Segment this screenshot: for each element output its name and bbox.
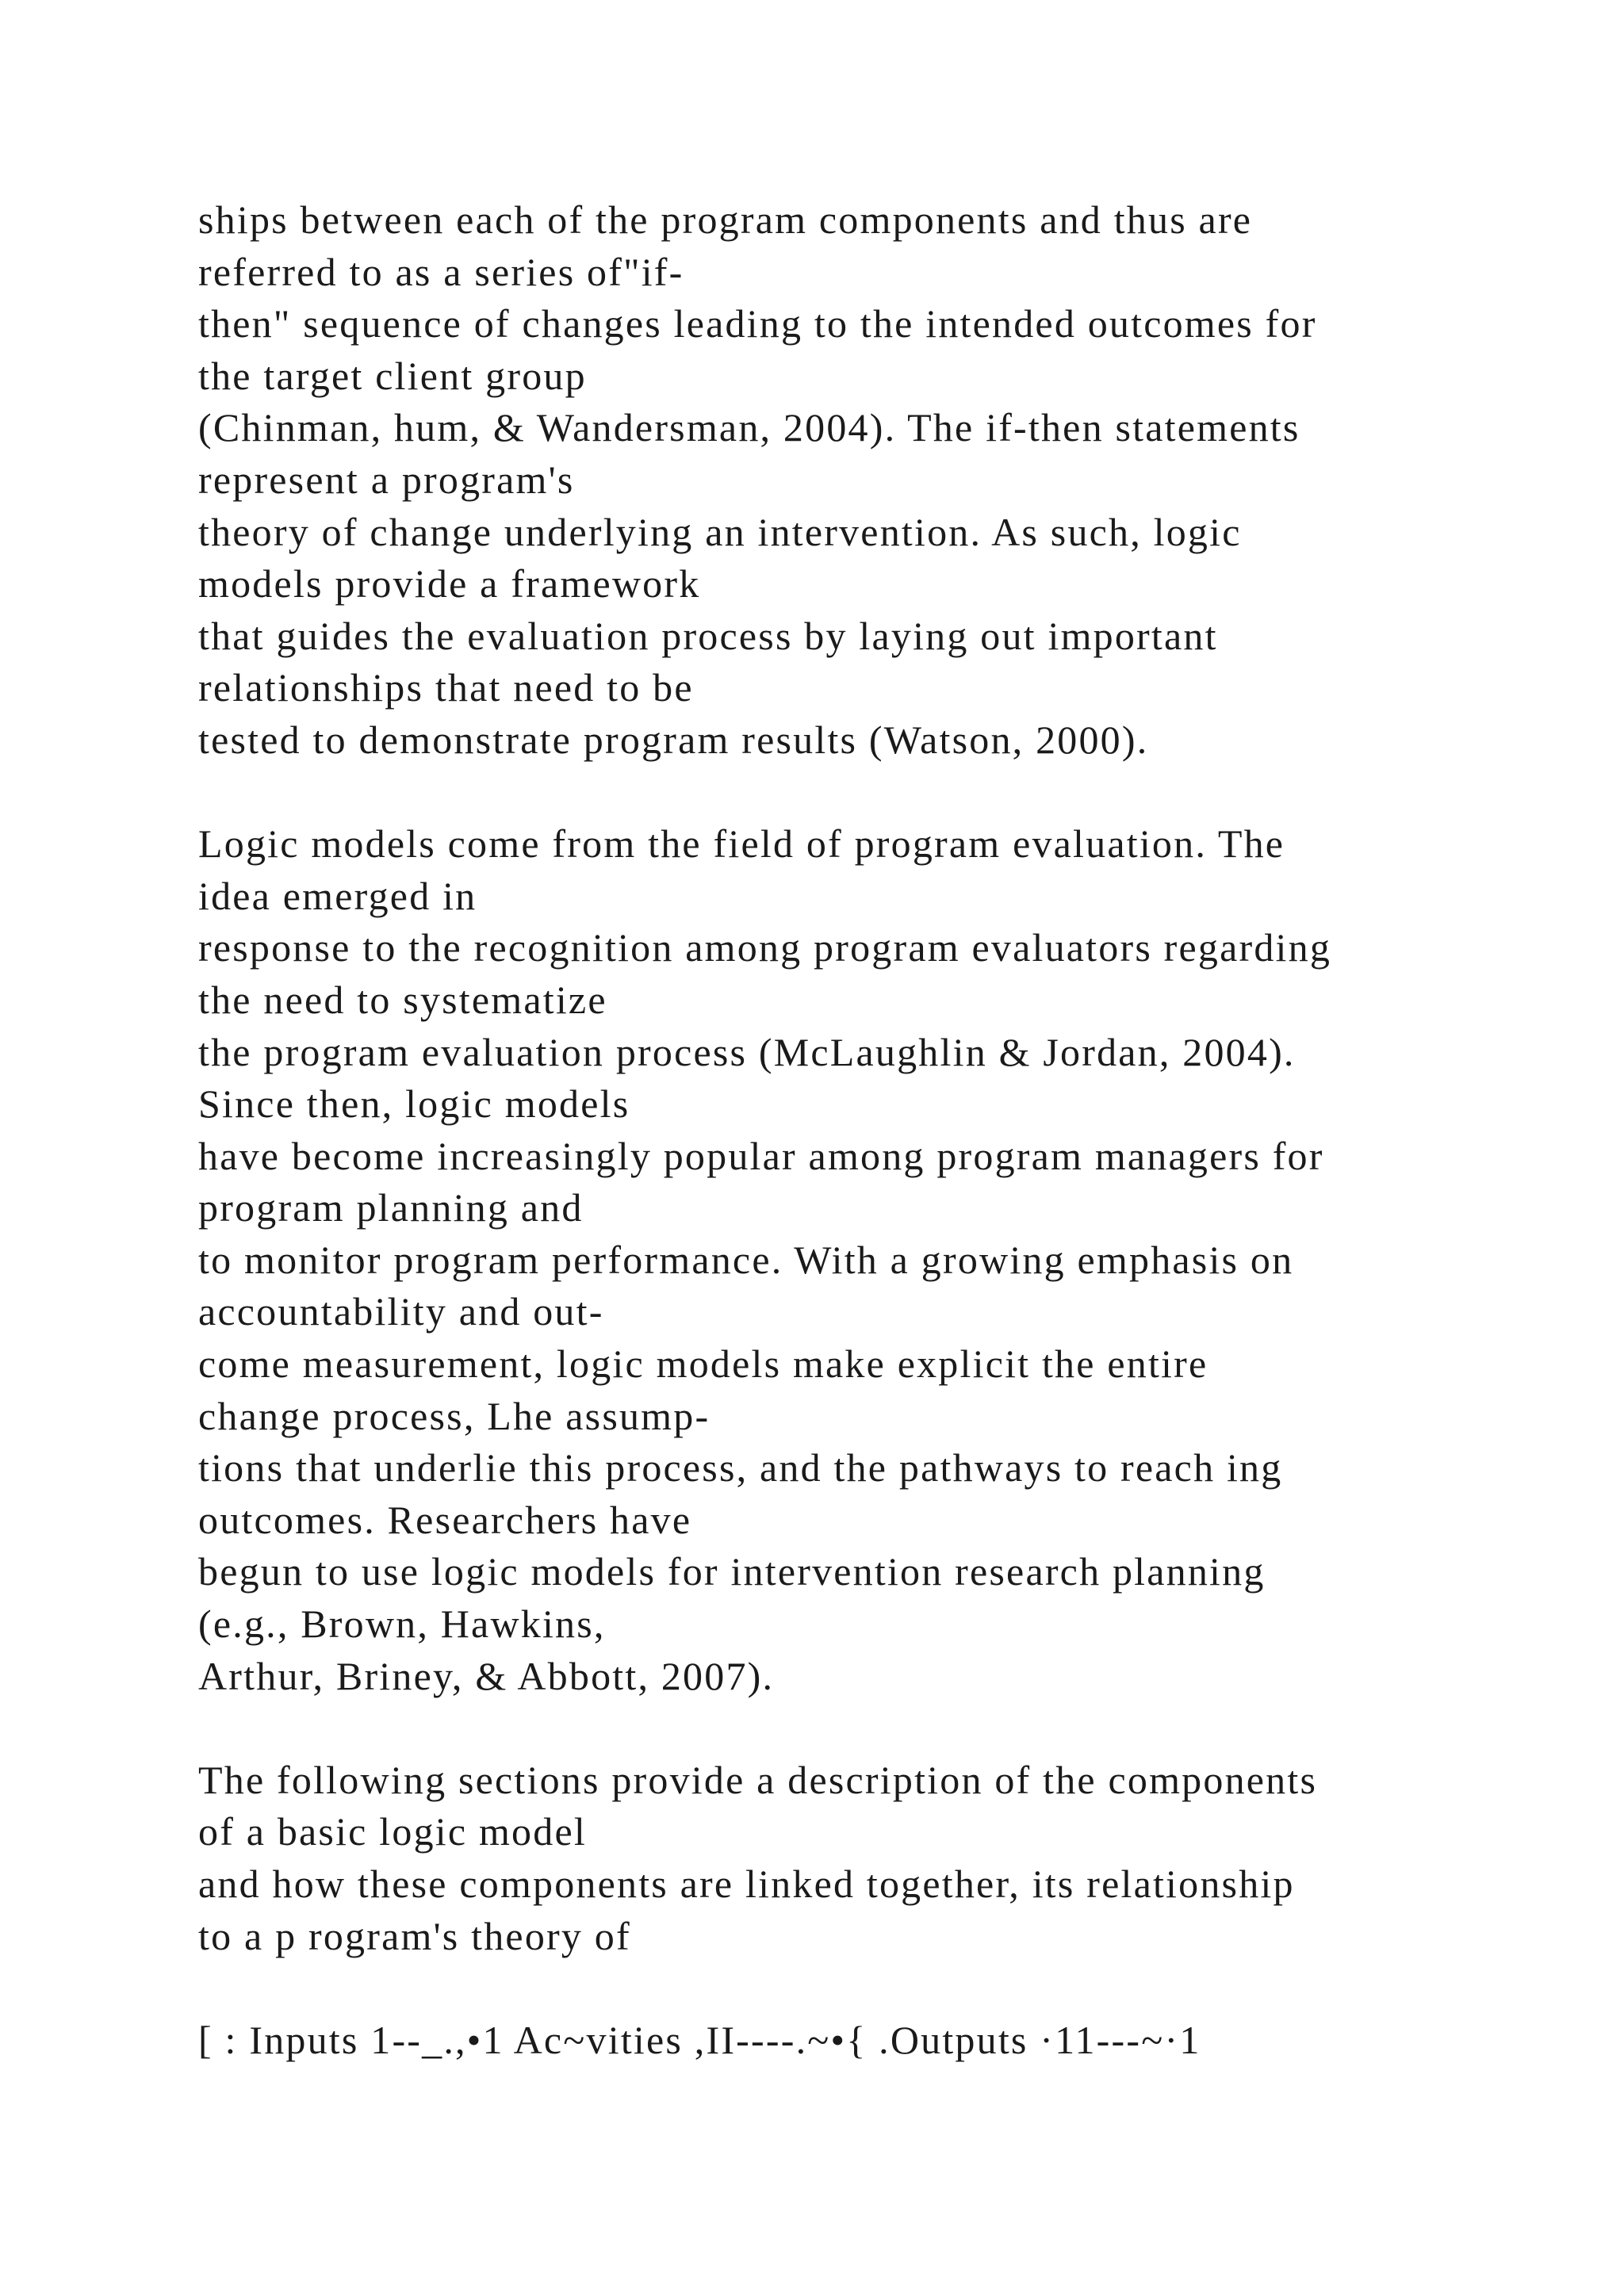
paragraph-spacer	[198, 1962, 1546, 2015]
text-line: of a basic logic model	[198, 1809, 587, 1854]
text-line: have become increasingly popular among program managers for	[198, 1133, 1324, 1178]
text-line: [ : Inputs 1--_.,•1 Ac~vities ,II----.~•{ .Outputs ·11---~·1	[198, 2017, 1201, 2062]
text-line: to monitor program performance. With a growing emphasis on	[198, 1237, 1294, 1282]
text-line: response to the recognition among program evaluators regarding	[198, 925, 1332, 970]
text-line: The following sections provide a description of the components	[198, 1757, 1318, 1802]
text-line: the program evaluation process (McLaughlin & Jordan, 2004).	[198, 1029, 1296, 1074]
text-line: that guides the evaluation process by laying out important	[198, 613, 1218, 658]
text-line: and how these components are linked together, its relationship	[198, 1862, 1295, 1906]
paragraph-spacer	[198, 767, 1546, 819]
text-line: accountability and out-	[198, 1289, 604, 1334]
text-line: referred to as a series of"if-	[198, 249, 684, 294]
text-line: to a p rogram's theory of	[198, 1913, 631, 1958]
text-line: theory of change underlying an intervention. As such, logic	[198, 509, 1242, 554]
paragraph-logic-model-origins	[198, 818, 1546, 1702]
text-line: (e.g., Brown, Hawkins,	[198, 1601, 606, 1647]
text-line: (Chinman, hum, & Wandersman, 2004). The if-then statements	[198, 405, 1300, 450]
paragraph-spacer	[198, 1702, 1546, 1755]
text-line: tested to demonstrate program results (Watson, 2000).	[198, 717, 1149, 762]
text-line: outcomes. Researchers have	[198, 1497, 692, 1542]
text-line: change process, Lhe assump-	[198, 1393, 710, 1438]
text-line: relationships that need to be	[198, 665, 694, 710]
text-line: Since then, logic models	[198, 1081, 630, 1127]
text-line: the target client group	[198, 353, 587, 398]
text-line: the need to systematize	[198, 977, 607, 1022]
text-line: represent a program's	[198, 457, 575, 502]
text-line: begun to use logic models for intervention research planning	[198, 1549, 1266, 1594]
text-line: tions that underlie this process, and the pathways to reach ing	[198, 1445, 1283, 1490]
text-line: Logic models come from the field of program evaluation. The	[198, 821, 1285, 867]
paragraph-following-sections	[198, 1755, 1546, 1962]
document-body	[198, 194, 1546, 2066]
text-line: program planning and	[198, 1185, 584, 1230]
text-line: ships between each of the program components and thus are	[198, 197, 1253, 242]
text-line: come measurement, logic models make explicit the entire	[198, 1341, 1208, 1387]
paragraph-logic-model-relationships	[198, 194, 1546, 767]
logic-model-diagram-ocr-line	[198, 2015, 1546, 2067]
text-line: models provide a framework	[198, 561, 701, 607]
text-line: Arthur, Briney, & Abbott, 2007).	[198, 1653, 775, 1698]
text-line: then" sequence of changes leading to the intended outcomes for	[198, 301, 1317, 346]
text-line: idea emerged in	[198, 873, 477, 918]
